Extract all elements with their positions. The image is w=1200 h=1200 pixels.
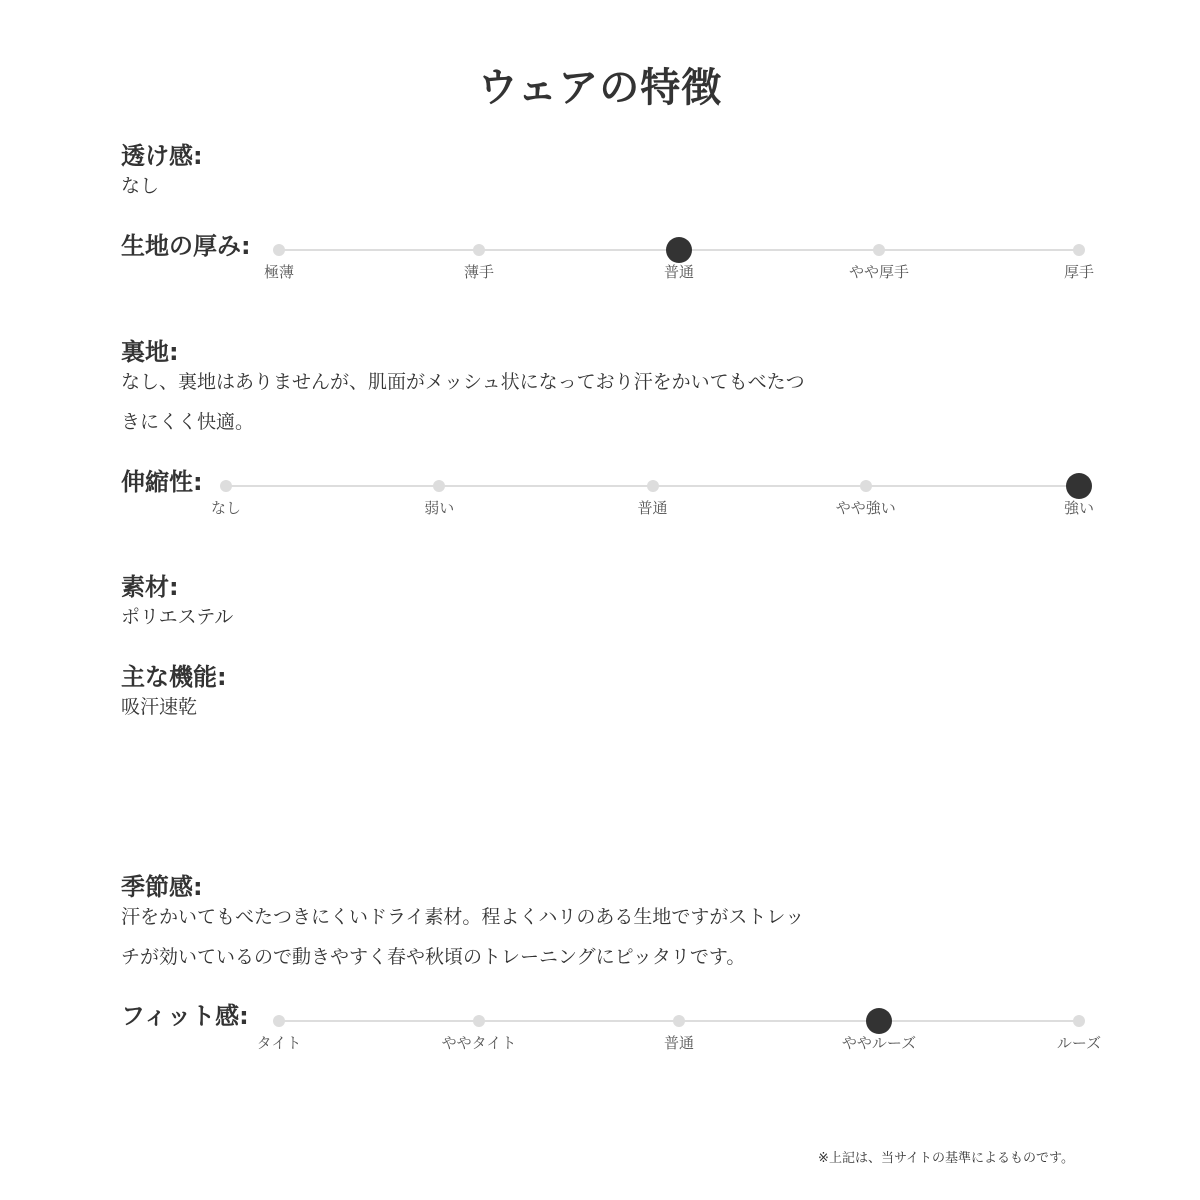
function-value: 吸汗速乾 <box>121 696 198 718</box>
season-text-line2: チが効いているので動きやすく春や秋頃のトレーニングにピッタリです。 <box>121 946 746 968</box>
stretch-scale-dot <box>220 480 232 492</box>
stretch-scale-option-label: やや強い <box>835 499 896 517</box>
stretch-scale <box>210 477 1094 537</box>
fit-scale-dot <box>273 1015 285 1027</box>
thickness-label: 生地の厚み: <box>121 232 251 260</box>
lining-text-line1: なし、裏地はありませんが、肌面がメッシュ状になっており汗をかいてもべたつ <box>121 371 805 393</box>
transparency-value: なし <box>121 175 160 197</box>
stretch-scale-option-label: なし <box>210 499 241 517</box>
thickness-scale-dot <box>1073 244 1085 256</box>
thickness-scale-option-label: 極薄 <box>263 263 294 281</box>
fit-label: フィット感: <box>121 1002 249 1030</box>
stretch-scale-dot <box>860 480 872 492</box>
stretch-label: 伸縮性: <box>121 468 203 496</box>
thickness-scale-dot <box>273 244 285 256</box>
stretch-scale-option-label: 弱い <box>424 499 455 517</box>
thickness-scale-option-label: 普通 <box>663 263 694 281</box>
stretch-scale-dot <box>647 480 659 492</box>
material-value: ポリエステル <box>121 606 234 628</box>
function-label: 主な機能: <box>121 663 227 691</box>
season-label: 季節感: <box>121 873 203 901</box>
thickness-scale-dot <box>473 244 485 256</box>
stretch-scale-dot <box>433 480 445 492</box>
fit-selected-marker <box>866 1008 892 1034</box>
page-title: ウェアの特徴 <box>477 65 723 111</box>
fit-scale-option-label: ややルーズ <box>841 1034 917 1052</box>
footnote: ※上記は、当サイトの基準によるものです。 <box>818 1151 1074 1166</box>
season-text-line1: 汗をかいてもべたつきにくいドライ素材。程よくハリのある生地ですがストレッ <box>121 906 805 928</box>
fit-scale-dot <box>673 1015 685 1027</box>
fit-scale <box>256 1012 1102 1072</box>
thickness-scale-option-label: 厚手 <box>1063 263 1094 281</box>
stretch-selected-marker <box>1066 473 1092 499</box>
fit-scale-dot <box>1073 1015 1085 1027</box>
fit-scale-option-label: タイト <box>256 1034 302 1052</box>
thickness-scale-dot <box>873 244 885 256</box>
fit-scale-dot <box>473 1015 485 1027</box>
stretch-scale-option-label: 普通 <box>637 499 668 517</box>
thickness-scale-option-label: やや厚手 <box>848 263 909 281</box>
fit-scale-option-label: ややタイト <box>441 1034 517 1052</box>
material-label: 素材: <box>121 573 179 601</box>
thickness-selected-marker <box>666 237 692 263</box>
fit-scale-option-label: ルーズ <box>1056 1034 1102 1052</box>
thickness-scale-option-label: 薄手 <box>463 263 494 281</box>
transparency-label: 透け感: <box>121 142 203 170</box>
lining-text-line2: きにくく快適。 <box>121 411 255 433</box>
lining-label: 裏地: <box>121 338 179 366</box>
thickness-scale <box>263 241 1094 301</box>
fit-scale-option-label: 普通 <box>663 1034 694 1052</box>
stretch-scale-option-label: 強い <box>1063 499 1094 517</box>
